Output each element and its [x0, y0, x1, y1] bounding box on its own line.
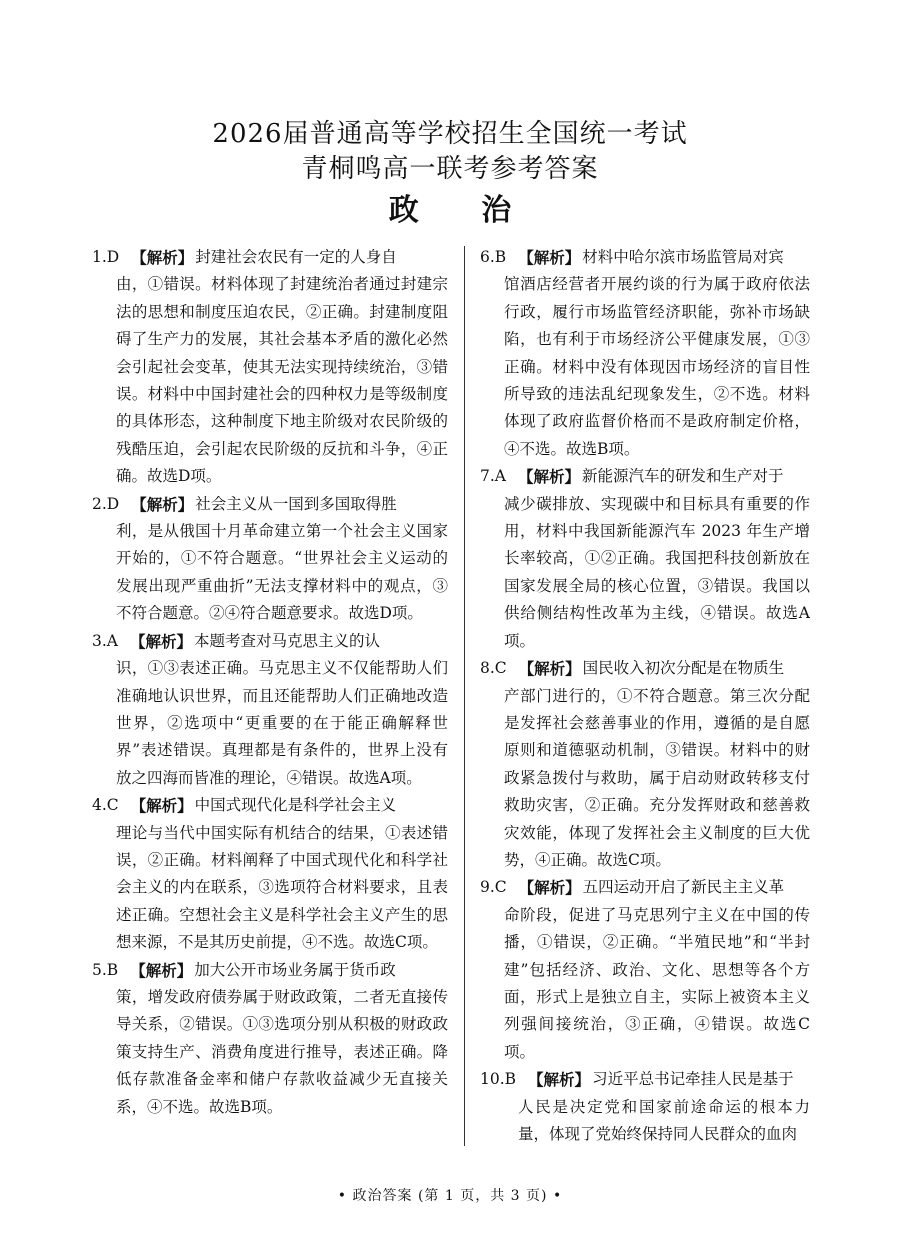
- answer-text-start: 材料中哈尔滨市场监管局对宾: [582, 248, 784, 266]
- answer-text-start: 社会主义从一国到多国取得胜: [195, 494, 397, 513]
- subject-heading: 政 治: [388, 193, 538, 228]
- analysis-tag: 【解析】: [517, 467, 580, 487]
- answers-column-right: [480, 244, 810, 1148]
- analysis-tag: 【解析】: [518, 659, 581, 679]
- answer-item-9: [480, 874, 810, 1066]
- exam-title: 2026届普通高等学校招生全国统一考试: [212, 119, 688, 149]
- exam-subtitle: 青桐鸣高一联考参考答案: [301, 154, 599, 184]
- answer-text-start: 新能源汽车的研发和生产对于: [582, 467, 784, 486]
- page-footer: • 政治答案 (第 1 页，共 3 页) •: [337, 1188, 563, 1204]
- answer-number: 1.D: [92, 248, 120, 266]
- answer-item-5: [92, 957, 448, 1121]
- analysis-tag: 【解析】: [518, 248, 581, 267]
- analysis-tag: 【解析】: [130, 960, 193, 980]
- answer-text: 由，①错误。材料体现了封建统治者通过封建宗法的思想和制度压迫农民，②正确。封建制度阻碍了生产力的发展，其社会基本矛盾的激化必然会引起社会变革，使其无法实现持续统治，③错误。材料中中国封建社会的四种权力是等级制度的具体形态，这种制度下地主阶级对农民阶级的残酷压迫，会引起农民阶级的反抗和斗争，④正确。故选D项。: [116, 275, 448, 486]
- answer-item-8: [480, 655, 810, 874]
- answer-text-start: 封建社会农民有一定的人身自: [195, 248, 397, 266]
- answer-number: 10.B: [480, 1070, 517, 1089]
- answer-text-start: 中国式现代化是科学社会主义: [194, 796, 397, 815]
- answer-text-start: 国民收入初次分配是在物质生: [582, 659, 785, 678]
- answer-text-start: 五四运动开启了新民主主义革: [582, 878, 785, 897]
- answer-number: 6.B: [480, 248, 507, 266]
- answer-text: 利，是从俄国十月革命建立第一个社会主义国家开始的，①不符合题意。“世界社会主义运动的发展出现严重曲折”无法支撑材料中的观点，③不符合题意。②④符合题意要求。故选D项。: [116, 522, 448, 623]
- analysis-tag: 【解析】: [130, 796, 193, 816]
- answer-item-2: [92, 491, 448, 628]
- answer-text: 命阶段，促进了马克思列宁主义在中国的传播，①错误，②正确。“半殖民地”和“半封建”包括经济、政治、文化、思想等各个方面，形式上是独立自主，实际上被资本主义列强间接统治，③正确，④错误。故选C项。: [504, 905, 810, 1061]
- column-divider: [464, 246, 465, 1146]
- answers-column-left: [92, 244, 448, 1121]
- answer-text-start: 加大公开市场业务属于货币政: [194, 960, 396, 979]
- answer-text: 人民是决定党和国家前途命运的根本力量，体现了党始终保持同人民群众的血肉: [518, 1097, 810, 1143]
- answer-number: 5.B: [92, 960, 119, 979]
- analysis-tag: 【解析】: [129, 631, 192, 651]
- answer-text: 减少碳排放、实现碳中和目标具有重要的作用，材料中我国新能源汽车 2023 年生产增长率较高，①②正确。我国把科技创新放在国家发展全局的核心位置，③错误。我国以供给侧结构性改革为主线，④错误。故选A项。: [504, 494, 810, 650]
- answer-text: 识，①③表述正确。马克思主义不仅能帮助人们准确地认识世界，而且还能帮助人们正确地改造世界，②选项中“更重要的在于能正确解释世界”表述错误。真理都是有条件的，世界上没有放之四海而皆准的理论，④错误。故选A项。: [116, 659, 448, 787]
- answer-text: 馆酒店经营者开展约谈的行为属于政府依法行政，履行市场监管经济职能，弥补市场缺陷，也有利于市场经济公平健康发展，①③正确。材料中没有体现因市场经济的盲目性所导致的违法乱纪现象发生，②不选。材料体现了政府监督价格而不是政府制定价格，④不选。故选B项。: [504, 275, 810, 458]
- answer-number: 9.C: [480, 878, 507, 897]
- answer-number: 3.A: [92, 631, 118, 650]
- answer-number: 4.C: [92, 796, 119, 815]
- analysis-tag: 【解析】: [131, 494, 194, 514]
- answer-item-6: [480, 244, 810, 463]
- answer-text: 策，增发政府债券属于财政政策，二者无直接传导关系，②错误。①③选项分别从积极的财政政策支持生产、消费角度进行推导，表述正确。降低存款准备金率和储户存款收益减少无直接关系，④不选。故选B项。: [116, 987, 448, 1116]
- answer-text: 理论与当代中国实际有机结合的结果，①表述错误，②正确。材料阐释了中国式现代化和科学社会主义的内在联系，③选项符合材料要求，且表述正确。空想社会主义是科学社会主义产生的思想来源，不是其历史前提，④不选。故选C项。: [116, 823, 448, 952]
- answer-item-4: [92, 792, 448, 956]
- analysis-tag: 【解析】: [131, 248, 194, 267]
- answer-number: 2.D: [92, 494, 120, 513]
- answer-number: 7.A: [480, 467, 506, 486]
- answer-item-3: [92, 628, 448, 792]
- analysis-tag: 【解析】: [528, 1070, 591, 1090]
- answer-item-10: [480, 1066, 810, 1148]
- answer-text-start: 本题考查对马克思主义的认: [194, 631, 381, 650]
- analysis-tag: 【解析】: [518, 878, 581, 898]
- answer-text: 产部门进行的，①不符合题意。第三次分配是发挥社会慈善事业的作用，遵循的是自愿原则和道德驱动机制，③错误。材料中的财政紧急拨付与救助，属于启动财政转移支付救助灾害，②正确。充分发挥财政和慈善救灾效能，体现了发挥社会主义制度的巨大优势，④正确。故选C项。: [504, 686, 810, 869]
- answer-item-7: [480, 463, 810, 655]
- answer-item-1: [92, 244, 448, 491]
- answer-text-start: 习近平总书记牵挂人民是基于: [592, 1070, 794, 1089]
- answer-number: 8.C: [480, 659, 507, 678]
